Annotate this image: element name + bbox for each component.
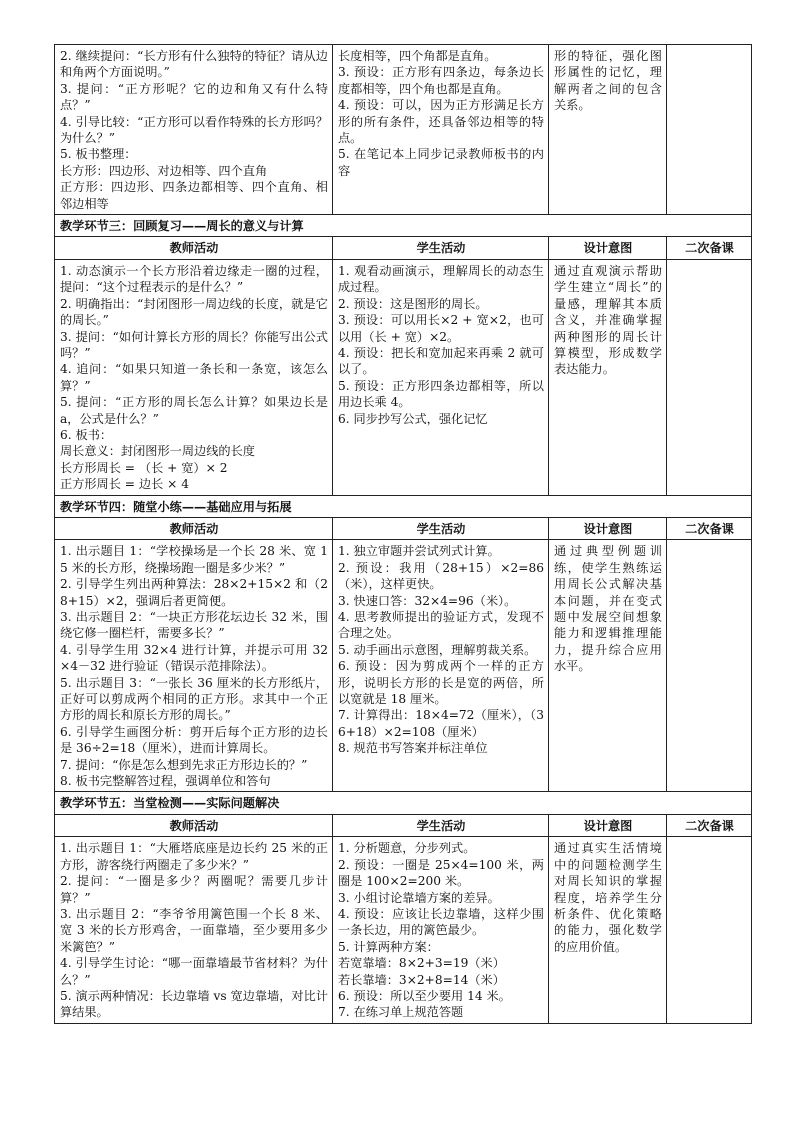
section-title: 教学环节三：回顾复习——周长的意义与计算 xyxy=(55,215,752,237)
activity-line: 4. 思考教师提出的验证方式，发现不合理之处。 xyxy=(338,610,544,641)
section-title-row xyxy=(55,495,752,517)
column-header-notes: 二次备课 xyxy=(667,814,752,836)
student-activity-cell xyxy=(333,259,549,495)
activity-line: 长方形：四边形、对边相等、四个直角 xyxy=(60,163,268,178)
activity-line: 7. 计算得出：18×4=72（厘米），（36+18）×2=108（厘米） xyxy=(338,708,544,739)
activity-line: 1. 独立审题并尝试列式计算。 xyxy=(338,544,500,559)
column-header-notes: 二次备课 xyxy=(667,237,752,259)
teacher-activity-cell xyxy=(55,259,333,495)
design-intent-cell xyxy=(549,259,667,495)
activity-line: 长度相等，四个角都是直角。 xyxy=(338,49,497,63)
column-header-intent: 设计意图 xyxy=(549,237,667,259)
activity-line: 正方形：四边形、四条边都相等、四个直角、相邻边相等 xyxy=(60,180,328,211)
activity-line: 2. 预设：这是图形的周长。 xyxy=(338,296,488,311)
activity-line: 3. 预设：可以用长×2 + 宽×2，也可以用（长 + 宽）×2。 xyxy=(338,313,544,344)
section-title-row xyxy=(55,215,752,237)
column-header-teacher: 教师活动 xyxy=(55,237,333,259)
continuation-row xyxy=(55,45,752,215)
section-title: 教学环节五：当堂检测——实际问题解决 xyxy=(55,792,752,814)
activity-line: 1. 观看动画演示，理解周长的动态生成过程。 xyxy=(338,263,544,295)
activity-line: 2. 预设：一圈是 25×4=100 米，两圈是 100×2=200 米。 xyxy=(338,857,544,889)
column-header-intent: 设计意图 xyxy=(549,814,667,836)
teacher-lines xyxy=(60,263,328,493)
student-lines xyxy=(338,263,544,427)
activity-line: 周长意义：封闭图形一周边线的长度 xyxy=(60,444,255,459)
design-intent-text: 通过真实生活情境中的问题检测学生对周长知识的掌握程度，培养学生分析条件、优化策略的能力，强化数学的应用价值。 xyxy=(554,841,662,954)
activity-line: 6. 预设：因为剪成两个一样的正方形，说明长方形的长是宽的两倍，所以宽就是 18 厘米。 xyxy=(338,659,544,707)
activity-line: 8. 板书完整解答过程，强调单位和答句 xyxy=(60,774,271,789)
teacher-activity-cell xyxy=(55,45,333,215)
activity-line: 5. 预设：正方形四条边都相等，所以用边长乘 4。 xyxy=(338,378,544,410)
teacher-lines xyxy=(60,840,328,1020)
design-intent-cell xyxy=(549,837,667,1023)
activity-line: 7. 在练习单上规范答题 xyxy=(338,1005,464,1020)
design-intent-cell xyxy=(549,540,667,792)
activity-line: 6. 引导学生画图分析：剪开后每个正方形的边长是 36÷2=18（厘米），进而计算周长。 xyxy=(60,724,328,756)
activity-line: 3. 出示题目 2：“一块正方形花坛边长 32 米，围绕它修一圈栏杆，需要多长？” xyxy=(60,610,328,641)
column-header-row xyxy=(55,517,752,539)
activity-line: 4. 引导学生讨论：“哪一面靠墙最节省材料？为什么？” xyxy=(60,956,328,987)
activity-line: 4. 追问：“如果只知道一条长和一条宽，该怎么算？” xyxy=(60,362,328,393)
section-title-row xyxy=(55,792,752,814)
student-activity-cell xyxy=(333,540,549,792)
column-header-notes: 二次备课 xyxy=(667,517,752,539)
section-content-row xyxy=(55,837,752,1023)
activity-line: 4. 预设：应该让长边靠墙，这样少围一条长边，用的篱笆最少。 xyxy=(338,906,544,938)
revision-notes-cell xyxy=(667,540,752,792)
section-title: 教学环节四：随堂小练——基础应用与拓展 xyxy=(55,495,752,517)
activity-line: 6. 预设：所以至少要用 14 米。 xyxy=(338,988,511,1003)
column-header-row xyxy=(55,814,752,836)
design-intent-text: 通过直观演示帮助学生建立“周长”的量感，理解其本质含义，并准确掌握两种图形的周长计算模型，形成数学表达能力。 xyxy=(554,263,662,377)
activity-line: 5. 演示两种情况：长边靠墙 vs 宽边靠墙，对比计算结果。 xyxy=(60,988,328,1020)
activity-line: 3. 提问：“正方形呢？它的边和角又有什么特点？” xyxy=(60,81,328,113)
activity-line: 2. 引导学生列出两种算法：28×2+15×2 和（28+15）×2，强调后者更简便。 xyxy=(60,577,328,608)
section-content-row xyxy=(55,540,752,792)
activity-line: 正方形周长 = 边长 × 4 xyxy=(60,477,189,492)
column-header-teacher: 教师活动 xyxy=(55,814,333,836)
revision-notes-cell xyxy=(667,45,752,215)
activity-line: 若宽靠墙：8×2+3=19（米） xyxy=(338,956,505,971)
revision-notes-cell xyxy=(667,837,752,1023)
lesson-plan-table xyxy=(54,44,752,1024)
activity-line: 1. 出示题目 1：“学校操场是一个长 28 米、宽 15 米的长方形，绕操场跑一圈是多少米？” xyxy=(60,544,328,575)
teacher-lines xyxy=(60,543,328,789)
student-activity-cell xyxy=(333,45,549,215)
activity-line: 2. 预设：我用（28+15）×2=86（米），这样更快。 xyxy=(338,560,544,592)
activity-line: 若长靠墙：3×2+8=14（米） xyxy=(338,972,505,987)
activity-line: 2. 继续提问：“长方形有什么独特的特征？请从边和角两个方面说明。” xyxy=(60,49,328,80)
activity-line: 5. 计算两种方案： xyxy=(338,939,439,954)
column-header-student: 学生活动 xyxy=(333,814,549,836)
revision-notes-cell xyxy=(667,259,752,495)
design-intent-cell xyxy=(549,45,667,215)
activity-line: 1. 分析题意，分步列式。 xyxy=(338,841,476,856)
student-lines xyxy=(338,48,544,179)
design-intent-text: 通过典型例题训练，使学生熟练运用周长公式解决基本问题，并在变式题中发展空间想象能力和逻辑推理能力，提升综合应用水平。 xyxy=(554,544,662,674)
student-lines xyxy=(338,543,544,756)
column-header-row xyxy=(55,237,752,259)
activity-line: 6. 同步抄写公式，强化记忆 xyxy=(338,411,488,426)
activity-line: 5. 板书整理： xyxy=(60,147,137,162)
teacher-activity-cell xyxy=(55,540,333,792)
activity-line: 2. 提问：“一圈是多少？两圈呢？需要几步计算？” xyxy=(60,874,328,905)
activity-line: 3. 预设：正方形有四条边，每条边长度都相等，四个角也都是直角。 xyxy=(338,65,544,96)
activity-line: 5. 提问：“正方形的周长怎么计算？如果边长是a，公式是什么？” xyxy=(60,395,328,426)
column-header-intent: 设计意图 xyxy=(549,517,667,539)
student-activity-cell xyxy=(333,837,549,1023)
activity-line: 5. 动手画出示意图，理解剪裁关系。 xyxy=(338,642,537,657)
activity-line: 8. 规范书写答案并标注单位 xyxy=(338,741,488,756)
activity-line: 4. 预设：把长和宽加起来再乘 2 就可以了。 xyxy=(338,345,544,377)
activity-line: 3. 小组讨论靠墙方案的差异。 xyxy=(338,890,500,905)
section-content-row xyxy=(55,259,752,495)
column-header-teacher: 教师活动 xyxy=(55,517,333,539)
activity-line: 5. 出示题目 3：“一张长 36 厘米的长方形纸片，正好可以剪成两个相同的正方形。求其中一个正方形的周长和原长方形的周长。” xyxy=(60,675,328,723)
teacher-lines xyxy=(60,48,328,212)
activity-line: 4. 引导比较：“正方形可以看作特殊的长方形吗？为什么？” xyxy=(60,114,328,146)
column-header-student: 学生活动 xyxy=(333,517,549,539)
student-lines xyxy=(338,840,544,1020)
design-intent-text: 形的特征，强化图形属性的记忆，理解两者之间的包含关系。 xyxy=(554,49,662,113)
activity-line: 6. 板书： xyxy=(60,427,113,442)
activity-line: 3. 出示题目 2：“李爷爷用篱笆围一个长 8 米、宽 3 米的长方形鸡舍，一面靠墙，至少要用多少米篱笆？” xyxy=(60,906,328,954)
teacher-activity-cell xyxy=(55,837,333,1023)
activity-line: 3. 提问：“如何计算长方形的周长？你能写出公式吗？” xyxy=(60,329,328,360)
activity-line: 1. 动态演示一个长方形沿着边缘走一圈的过程，提问：“这个过程表示的是什么？” xyxy=(60,263,328,295)
activity-line: 2. 明确指出：“封闭图形一周边线的长度，就是它的周长。” xyxy=(60,296,328,328)
activity-line: 长方形周长 = （长 + 宽）× 2 xyxy=(60,460,228,475)
activity-line: 4. 引导学生用 32×4 进行计算，并提示可用 32×4－32 进行验证（错误示范排除法）。 xyxy=(60,642,328,674)
column-header-student: 学生活动 xyxy=(333,237,549,259)
activity-line: 1. 出示题目 1：“大雁塔底座是边长约 25 米的正方形，游客绕行两圈走了多少米？” xyxy=(60,841,328,872)
activity-line: 3. 快速口答：32×4=96（米）。 xyxy=(338,593,517,608)
activity-line: 5. 在笔记本上同步记录教师板书的内容 xyxy=(338,147,544,178)
activity-line: 7. 提问：“你是怎么想到先求正方形边长的？” xyxy=(60,757,308,772)
activity-line: 4. 预设：可以，因为正方形满足长方形的所有条件，还具备邻边相等的特点。 xyxy=(338,98,544,146)
